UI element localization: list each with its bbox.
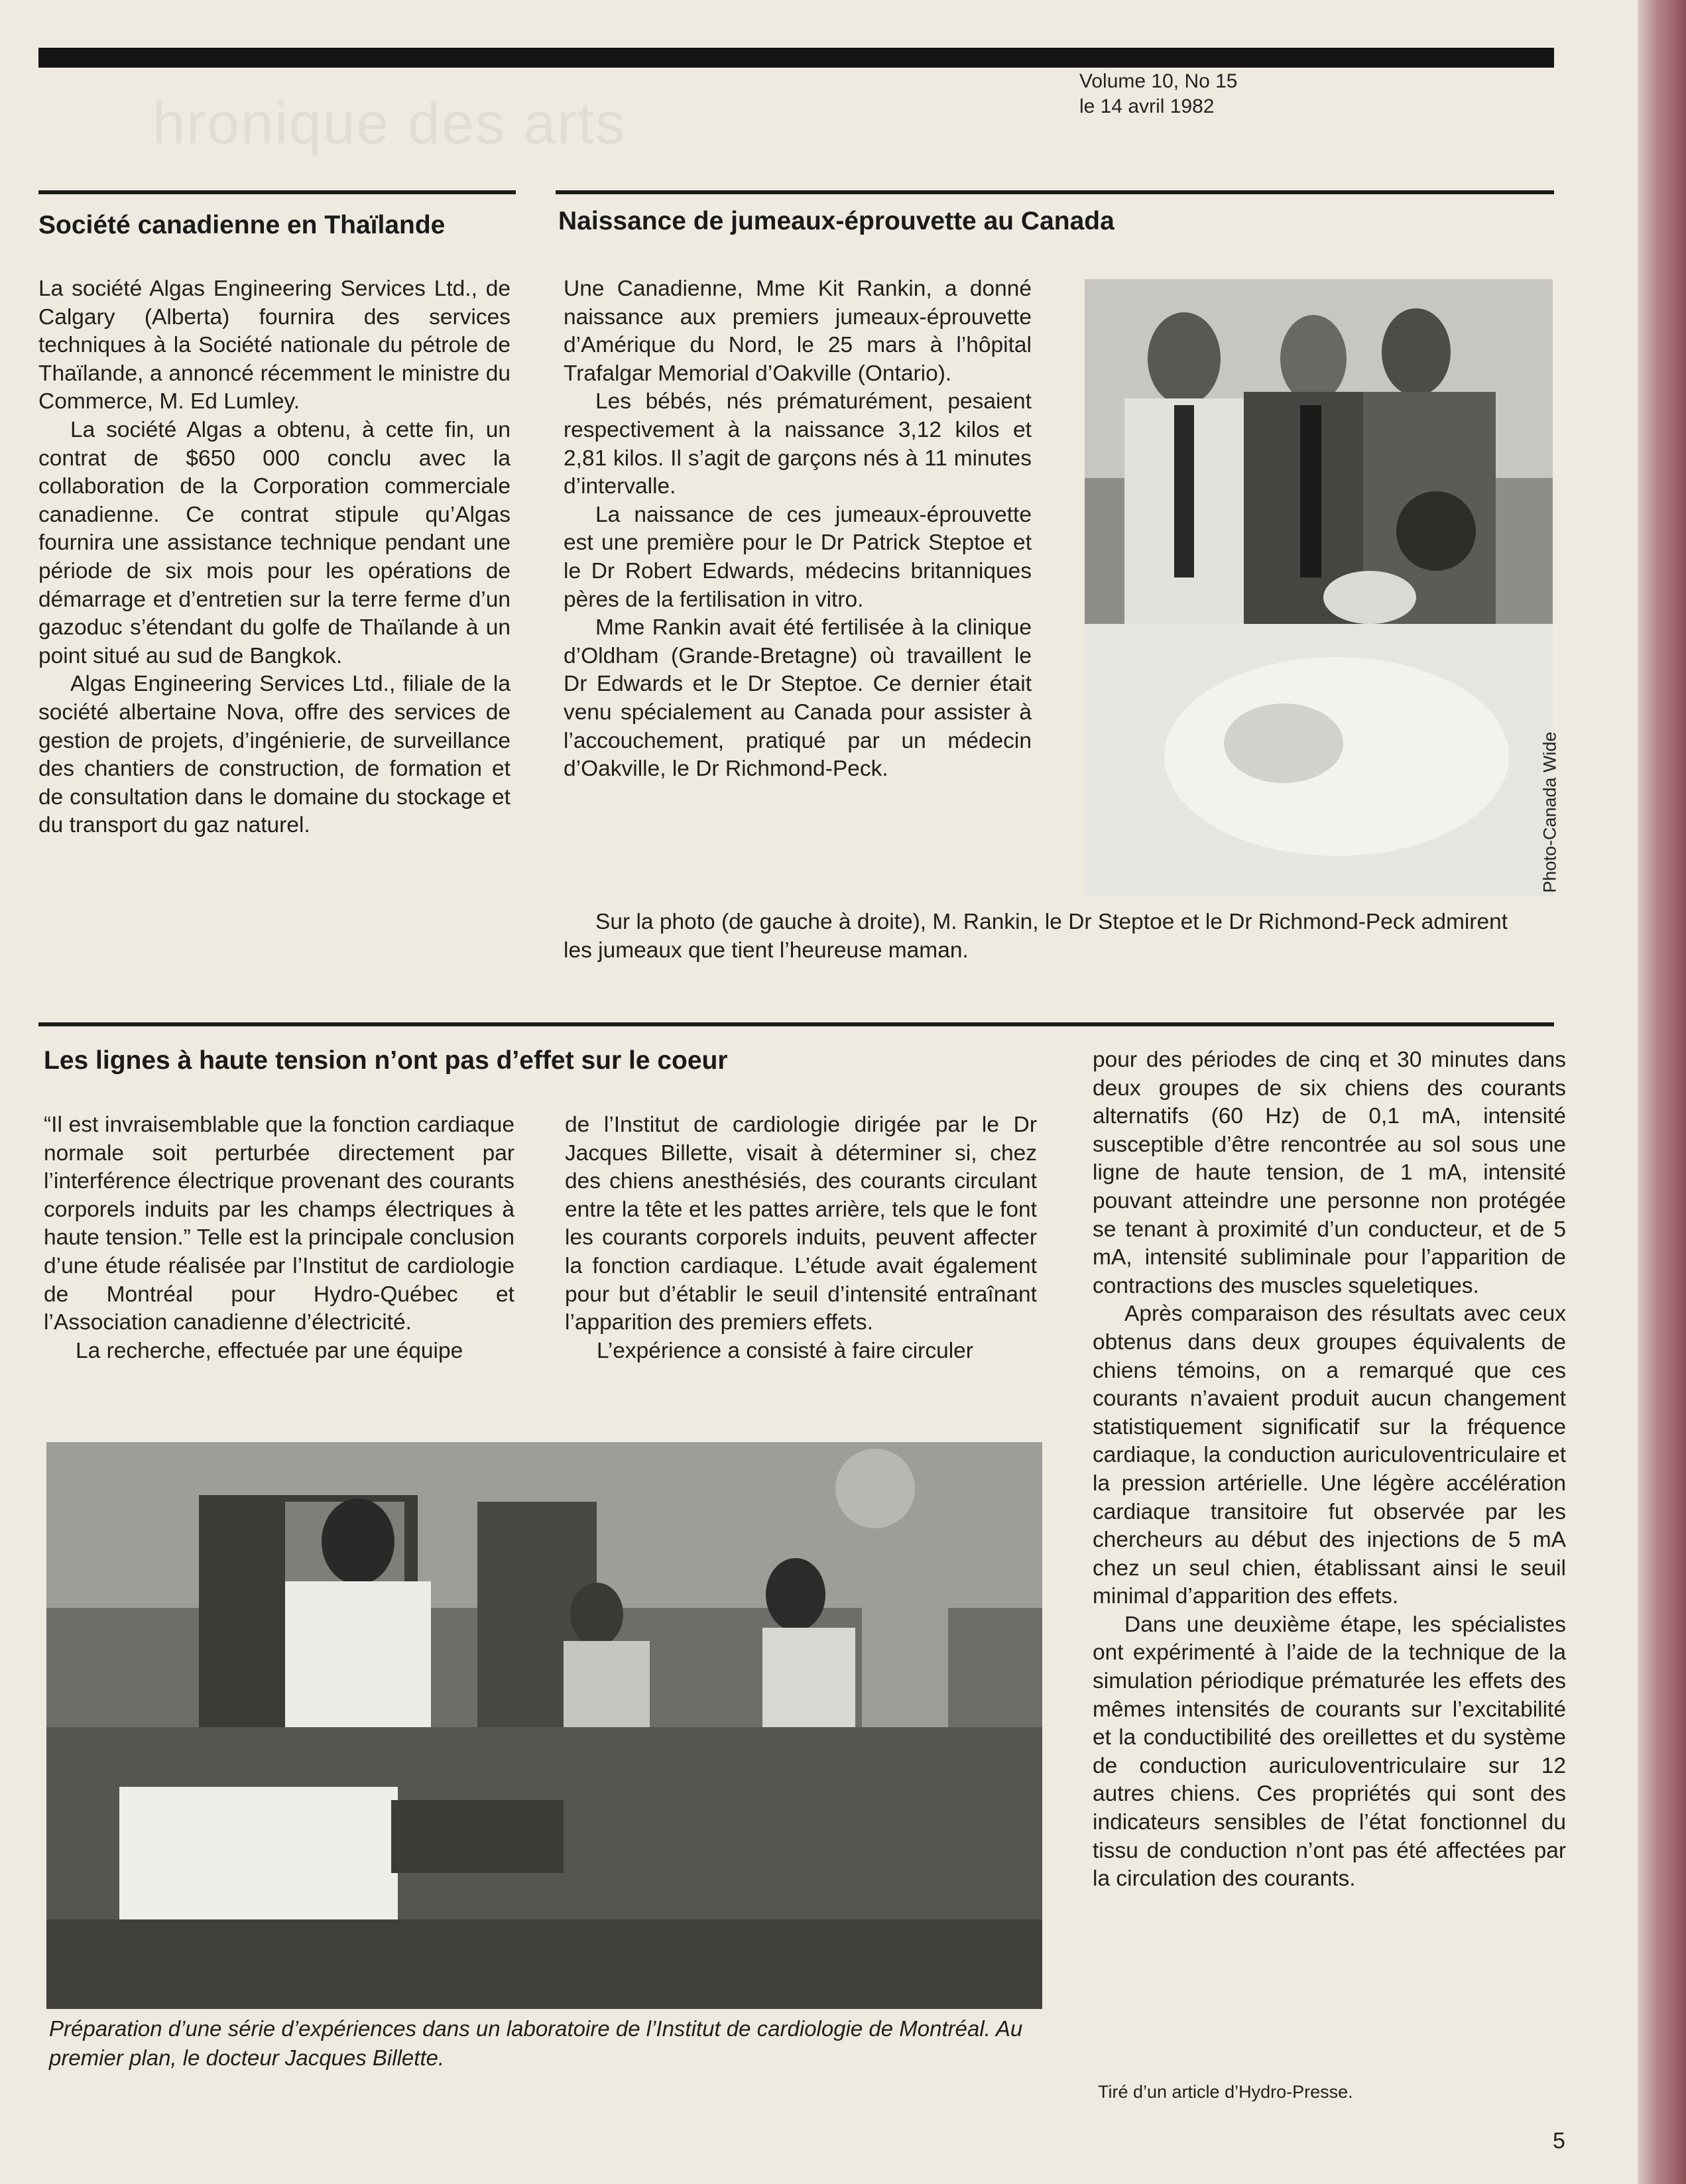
paragraph: La recherche, effectuée par une équipe xyxy=(76,1338,463,1363)
article-body-twins xyxy=(564,275,1032,784)
bleed-through-text: hronique des arts xyxy=(152,90,626,156)
article-title-power: Les lignes à haute tension n’ont pas d’effet sur le coeur xyxy=(44,1046,728,1075)
page-number: 5 xyxy=(1553,2128,1565,2154)
twins-photo-caption: Sur la photo (de gauche à droite), M. Rankin, le Dr Steptoe et le Dr Richmond-Peck admirent les jumeaux que tient l’heureuse maman. xyxy=(564,910,1508,963)
twins-photo xyxy=(1085,279,1553,896)
paragraph: “Il est invraisemblable que la fonction cardiaque normale soit perturbée directement par l’interférence électrique provenant des courants corporels induits par les champs électriques à haute tension.” Telle est la principale conclusion d’une étude réalisée par l’Institut de cardiologie de Montréal pour Hydro-Québec et l’Association canadienne d’électricité. xyxy=(44,1113,514,1335)
paragraph: La société Algas Engineering Services Ltd., de Calgary (Alberta) fournira des services techniques à la Société nationale du pétrole de Thaïlande, a annoncé récemment le ministre du Commerce, M. Ed Lumley. xyxy=(38,276,511,414)
article-title-twins: Naissance de jumeaux-éprouvette au Canada xyxy=(558,207,1114,235)
paragraph: L’expérience a consisté à faire circuler xyxy=(597,1338,973,1363)
article-rule xyxy=(556,190,1554,194)
header-bar xyxy=(38,48,1554,68)
paragraph: Mme Rankin avait été fertilisée à la clinique d’Oldham (Grande-Bretagne) où travaillent le Dr Edwards et le Dr Steptoe. Ce dernier était venu spécialement au Canada pour assister à l’accouchement, pratiqué par un médecin d’Oakville, le Dr Richmond-Peck. xyxy=(564,615,1032,782)
article-power-col3 xyxy=(1093,1046,1566,1894)
article-rule xyxy=(38,190,516,194)
binding-edge xyxy=(1638,0,1686,2184)
article-body-thailand xyxy=(38,275,511,840)
paragraph: La société Algas a obtenu, à cette fin, un contrat de $650 000 conclu avec la collaboration de la Corporation commerciale canadienne. Ce contrat stipule qu’Algas fournira une assistance technique pendant une période de six mois pour les opérations de démarrage et d’entretien sur la terre ferme d’un gazoduc s’étendant du golfe de Thaïlande à un point situé au sud de Bangkok. xyxy=(38,417,511,668)
lab-photo-illustration xyxy=(46,1442,1042,2009)
article-power-col2 xyxy=(565,1111,1037,1365)
paragraph: de l’Institut de cardiologie dirigée par le Dr Jacques Billette, visait à déterminer si, chez des chiens anesthésiés, des courants circulant entre la tête et les pattes arrière, tels que le font les courants corporels induits, peuvent affecter la fonction cardiaque. L’étude avait également pour but d’établir le seuil d’intensité entraînant l’apparition des premiers effets. xyxy=(565,1113,1037,1335)
article-source: Tiré d’un article d’Hydro-Presse. xyxy=(1098,2082,1353,2102)
twins-photo-illustration xyxy=(1085,279,1553,896)
lab-photo xyxy=(46,1442,1042,2009)
issue-volume: Volume 10, No 15 xyxy=(1079,70,1238,92)
paragraph: La naissance de ces jumeaux-éprouvette est une première pour le Dr Patrick Steptoe et le Dr Robert Edwards, médecins britanniques pères de la fertilisation in vitro. xyxy=(564,502,1032,612)
paragraph: Algas Engineering Services Ltd., filiale de la société albertaine Nova, offre des services de gestion de projets, d’ingénierie, de surveillance des chantiers de construction, de formation et de consultation dans le domaine du stockage et du transport du gaz naturel. xyxy=(38,672,511,838)
paragraph: Après comparaison des résultats avec ceux obtenus dans deux groupes équivalents de chiens témoins, on a remarqué que ces courants n’avaient produit aucun changement statistiquement significatif sur la fréquence cardiaque, la conduction auriculoventriculaire et la pression artérielle. Une légère accélération cardiaque transitoire fut observée par les chercheurs au début des injections de 5 mA chez un seul chien, établissant ainsi le seuil minimal d’apparition des effets. xyxy=(1093,1302,1566,1609)
paragraph: Dans une deuxième étape, les spécialistes ont expérimenté à l’aide de la technique de la simulation périodique prématurée les effets des mêmes intensités de courants sur l’excitabilité et la conductibilité des oreillettes et du système de conduction auriculoventriculaire sur 12 autres chiens. Ces propriétés qui sont des indicateurs sensibles de l’état fonctionnel du tissu de conduction n’ont pas été affectées par la circulation des courants. xyxy=(1093,1612,1566,1892)
article-power-col1 xyxy=(44,1111,514,1365)
issue-info xyxy=(1079,69,1238,119)
issue-date: le 14 avril 1982 xyxy=(1079,95,1215,117)
paragraph: pour des périodes de cinq et 30 minutes dans deux groupes de six chiens des courants alternatifs (60 Hz) de 0,1 mA, intensité susceptible d’être rencontrée au sol sous une ligne de haute tension, de 1 mA, intensité pouvant atteindre une personne non protégée se tenant à proximité d’un conducteur, et de 5 mA, intensité subliminale pour l’apparition de contractions des muscles squeletiques. xyxy=(1093,1048,1566,1298)
article-title-thailand: Société canadienne en Thaïlande xyxy=(38,211,446,239)
photo-credit: Photo-Canada Wide xyxy=(1539,731,1560,893)
lab-photo-caption: Préparation d’une série d’expériences dans un laboratoire de l’Institut de cardiologie de Montréal. Au premier plan, le docteur Jacques Billette. xyxy=(49,2016,1023,2070)
paragraph: Une Canadienne, Mme Kit Rankin, a donné naissance aux premiers jumeaux-éprouvette d’Amérique du Nord, le 25 mars à l’hôpital Trafalgar Memorial d’Oakville (Ontario). xyxy=(564,276,1032,386)
article-rule xyxy=(38,1022,1554,1026)
paragraph: Les bébés, nés prématurément, pesaient respectivement à la naissance 3,12 kilos et 2,81 kilos. Il s’agit de garçons nés à 11 minutes d’intervalle. xyxy=(564,389,1032,499)
